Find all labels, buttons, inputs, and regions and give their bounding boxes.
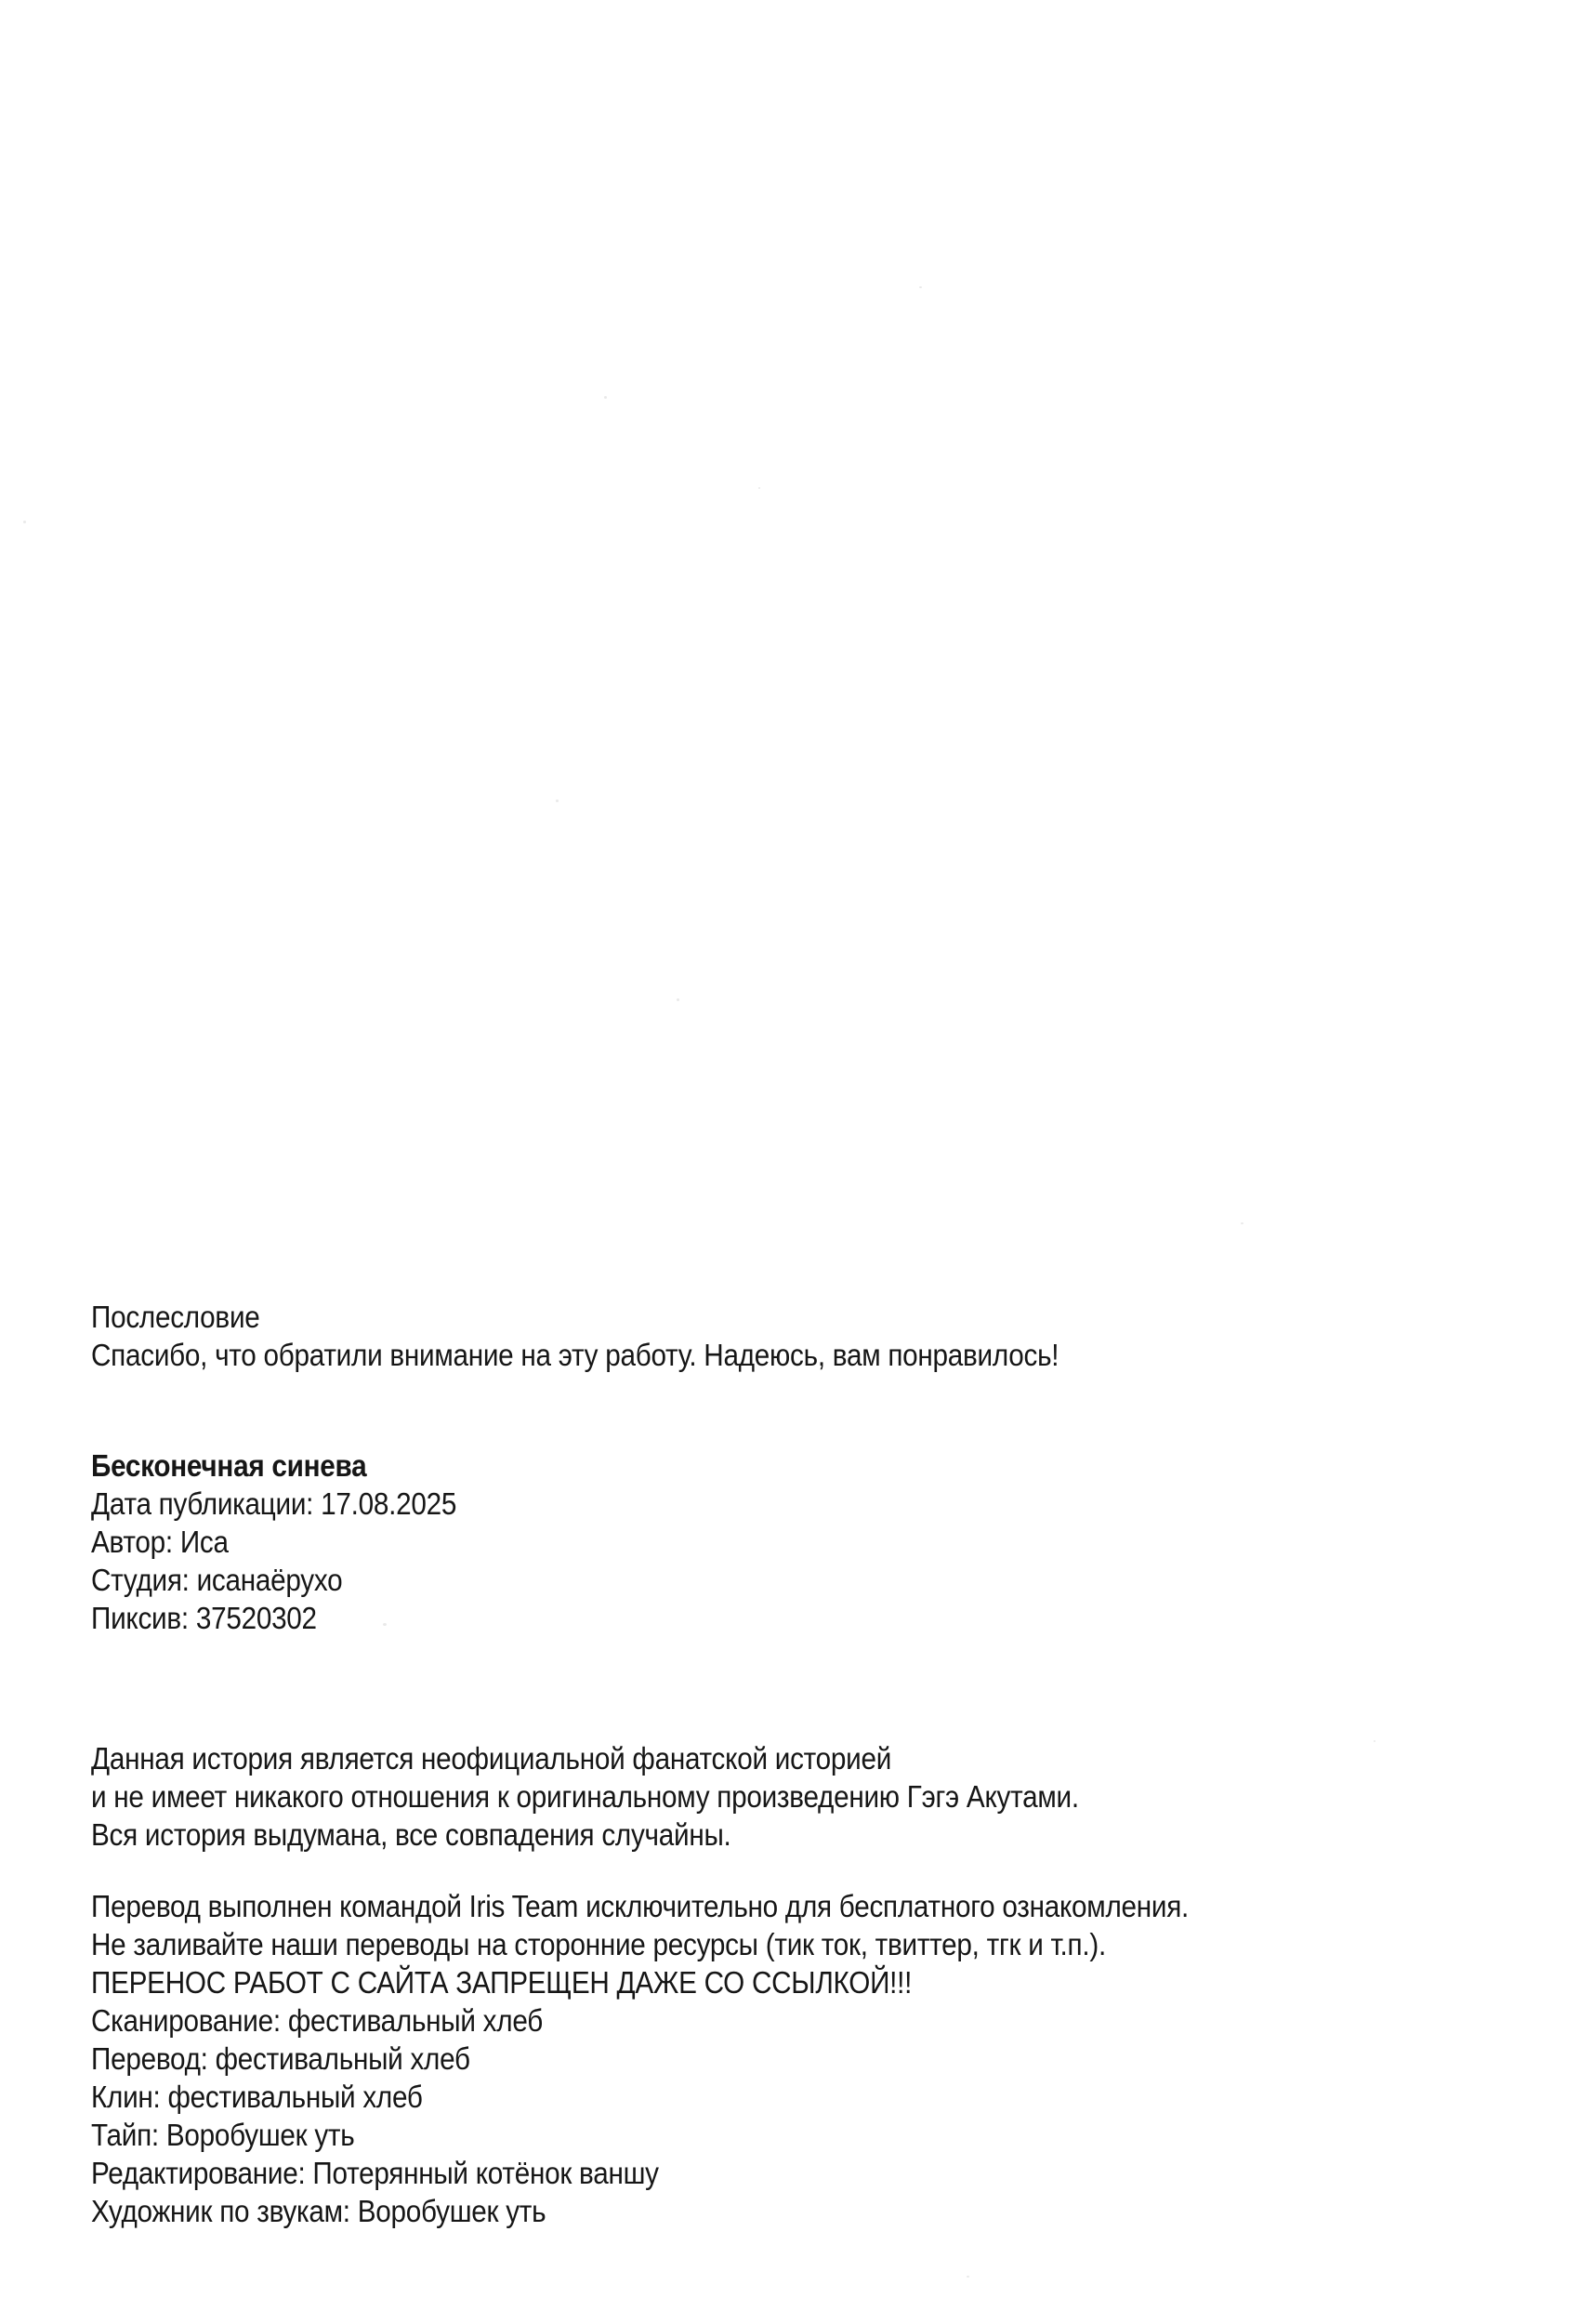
scan-noise-speck — [967, 2276, 969, 2278]
disclaimer-section — [91, 1739, 1429, 1854]
disclaimer-line: Данная история является неофициальной фанатской историей — [91, 1741, 892, 1776]
credits-line: Перевод: фестивальный хлеб — [91, 2041, 470, 2076]
afterword-text: Спасибо, что обратили внимание на эту работу. Надеюсь, вам понравилось! — [91, 1338, 1059, 1372]
disclaimer-line: и не имеет никакого отношения к оригинальному произведению Гэгэ Акутами. — [91, 1779, 1079, 1814]
credits-line: Не заливайте наши переводы на сторонние ресурсы (тик ток, твиттер, тгк и т.п.). — [91, 1927, 1106, 1961]
work-info-line: Пиксив: 37520302 — [91, 1601, 317, 1635]
afterword-title: Послесловие — [91, 1300, 260, 1334]
work-info-line: Студия: исанаёрухо — [91, 1563, 343, 1597]
scan-noise-speck — [604, 396, 607, 399]
disclaimer-line: Вся история выдумана, все совпадения случайны. — [91, 1817, 731, 1852]
credits-line: Редактирование: Потерянный котёнок ваншу — [91, 2156, 659, 2190]
work-title: Бесконечная синева — [91, 1448, 367, 1483]
scan-noise-speck — [556, 799, 559, 802]
credits-line: ПЕРЕНОС РАБОТ С САЙТА ЗАПРЕЩЕН ДАЖЕ СО ССЫЛКОЙ!!! — [91, 1965, 913, 2000]
scan-noise-speck — [23, 521, 26, 523]
credits-line: Художник по звукам: Воробушек уть — [91, 2194, 546, 2228]
credits-line: Клин: фестивальный хлеб — [91, 2080, 423, 2114]
credits-line: Сканирование: фестивальный хлеб — [91, 2003, 543, 2038]
scan-noise-speck — [919, 286, 922, 288]
credits-line: Тайп: Воробушек уть — [91, 2118, 355, 2152]
credits-section — [91, 1887, 1429, 2230]
scan-noise-speck — [1241, 1222, 1243, 1224]
scan-noise-speck — [677, 998, 679, 1001]
scan-noise-speck — [758, 487, 760, 489]
afterword-section — [91, 1298, 1429, 1374]
work-info-line: Автор: Иса — [91, 1525, 229, 1559]
credits-line: Перевод выполнен командой Iris Team исключительно для бесплатного ознакомления. — [91, 1889, 1190, 1923]
work-info-section — [91, 1446, 1429, 1637]
work-info-line: Дата публикации: 17.08.2025 — [91, 1486, 457, 1521]
